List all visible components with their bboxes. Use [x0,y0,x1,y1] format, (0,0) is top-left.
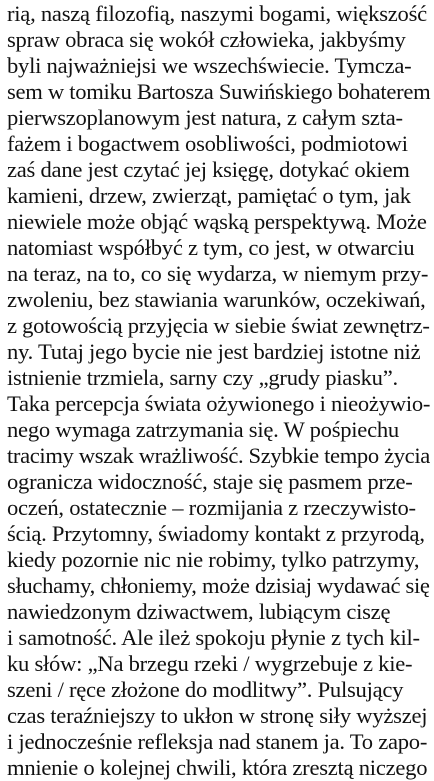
text-line: ku słów: „Na brzegu rzeki / wygrzebuje z kie- [7,651,413,676]
text-line: fażem i bogactwem osobliwości, podmiotowi [7,131,408,156]
text-line: kamieni, drzew, zwierząt, pamiętać o tym, jak [7,183,411,208]
text-line: i samotność. Ale ileż spokoju płynie z tych kil- [7,625,420,650]
text-line: pierwszoplanowym jest natura, z całym szta- [7,105,403,130]
text-line: mnienie o kolejnej chwili, która zresztą niczego [7,755,428,780]
text-line: tracimy wszak wrażliwość. Szybkie tempo życia [7,443,430,468]
text-line: ogranicza widoczność, staje się pasmem prze- [7,469,413,494]
text-line: Taka percepcja świata ożywionego i nieożywio- [7,391,431,416]
text-line: zwoleniu, bez stawiania warunków, oczekiwań, [7,287,426,312]
text-line: czas teraźniejszy to ukłon w stronę siły wyższej [7,703,428,728]
text-line: oczeń, ostatecznie – rozmijania z rzeczywisto- [7,495,416,520]
text-line: niewiele może objąć wąską perspektywą. Może [7,209,427,234]
text-line: zaś dane jest czytać jej księgę, dotykać okiem [7,157,410,182]
text-line: nawiedzonym dziwactwem, lubiącym ciszę [7,599,391,624]
text-line: szeni / ręce złożone do modlitwy”. Pulsujący [7,677,404,702]
text-line: spraw obraca się wokół człowieka, jakbyśmy [7,27,406,52]
text-line: kiedy pozornie nic nie robimy, tylko patrzymy, [7,547,420,572]
text-line: sem w tomiku Bartosza Suwińskiego bohaterem [7,79,431,104]
text-line: na teraz, na to, co się wydarza, w niemym przy- [7,261,429,286]
text-line: ścią. Przytomny, świadomy kontakt z przyrodą, [7,521,425,546]
text-line: nego wymaga zatrzymania się. W pośpiechu [7,417,399,442]
text-line: z gotowością przyjęcia w siebie świat zewnętrz- [7,313,430,338]
text-line: słuchamy, chłoniemy, może dzisiaj wydawać się [7,573,430,598]
text-line: istnienie trzmiela, sarny czy „grudy piasku”. [7,365,398,390]
text-line: byli najważniejsi we wszechświecie. Tymcza- [7,53,412,78]
text-line: natomiast współbyć z tym, co jest, w otwarciu [7,235,415,260]
text-line: ny. Tutaj jego bycie nie jest bardziej istotne niż [7,339,421,364]
text-line: i jednocześnie refleksja nad stanem ja. To zapo- [7,729,428,754]
text-line: rią, naszą filozofią, naszymi bogami, większość [7,1,427,26]
